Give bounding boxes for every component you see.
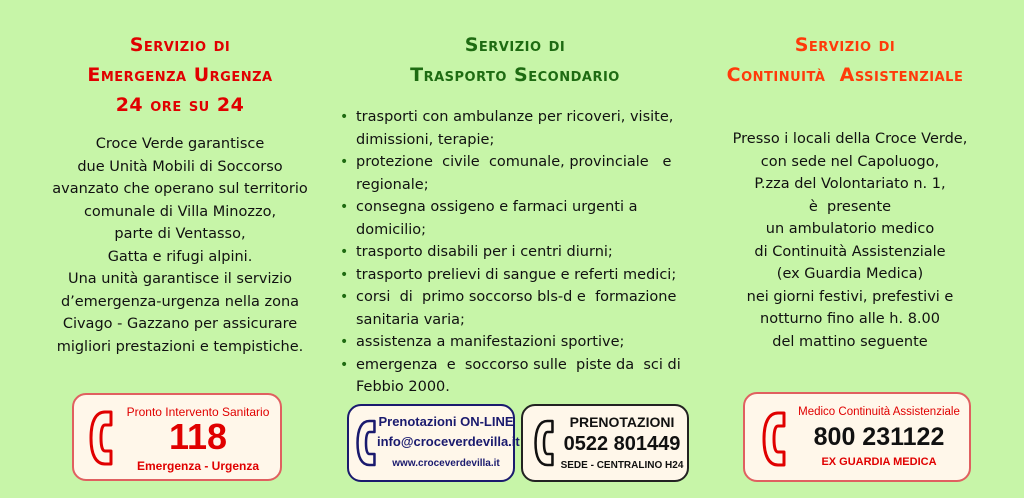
box-footer: EX GUARDIA MEDICA (821, 456, 937, 468)
phone-icon (88, 409, 114, 467)
booking-phone-number[interactable]: 0522 801449 (563, 433, 681, 455)
continuity-service-text (695, 128, 1005, 353)
text-line: due Unità Mobili di Soccorso (77, 158, 283, 175)
title-line: 24 ore su 24 (115, 94, 245, 116)
text-line: di Continuità Assistenziale (754, 243, 946, 260)
title-line: Servizio di (794, 34, 896, 56)
box-footer: Emergenza - Urgenza (136, 459, 260, 473)
text-line: avanzato che operano sul territorio (52, 181, 308, 197)
text-line: (ex Guardia Medica) (776, 266, 924, 282)
text-line: Presso i locali della Croce Verde, (732, 131, 968, 147)
text-line: con sede nel Capoluogo, (760, 153, 940, 170)
text-line: un ambulatorio medico (765, 221, 935, 237)
emergency-service-title (40, 30, 320, 120)
title-line: Servizio di (129, 34, 231, 56)
list-item: • protezione civile comunale, provinciale e regionale; (340, 151, 700, 196)
phone-icon (355, 418, 377, 468)
list-item: • emergenza e soccorso sulle piste da sci di Febbio 2000. (340, 354, 700, 399)
emergency-service-text (25, 133, 335, 358)
box-heading: Prenotazioni ON-LINE (378, 414, 514, 429)
text-line: nei giorni festivi, prefestivi e (746, 288, 954, 305)
box-heading: Medico Continuità Assistenziale (798, 406, 960, 418)
continuity-service-title (690, 30, 1000, 90)
box-footer: SEDE - CENTRALINO H24 (560, 460, 684, 471)
emergency-number[interactable]: 118 (168, 416, 228, 457)
text-line: Gatta e rifugi alpini. (107, 248, 253, 265)
title-line: Trasporto Secondario (410, 64, 620, 86)
list-item: • trasporti con ambulanze per ricoveri, visite, dimissioni, terapie; (340, 106, 700, 151)
online-booking-box[interactable] (347, 404, 520, 482)
text-line: è presente (808, 198, 892, 215)
text-line: comunale di Villa Minozzo, (83, 203, 277, 220)
medical-phone-number[interactable]: 800 231122 (813, 423, 945, 451)
list-item: • consegna ossigeno e farmaci urgenti a domicilio; (340, 196, 700, 241)
phone-icon (761, 410, 787, 468)
title-line: Continuità Assistenziale (726, 64, 964, 86)
text-line: migliori prestazioni e tempistiche. (56, 338, 304, 355)
text-line: notturno fino alle h. 8.00 (760, 311, 940, 327)
box-heading: Pronto Intervento Sanitario (126, 405, 270, 419)
title-line: Emergenza Urgenza (87, 64, 273, 86)
transport-service-list (340, 106, 700, 399)
list-item: • trasporto disabili per i centri diurni; (340, 241, 700, 264)
list-item: • assistenza a manifestazioni sportive; (340, 331, 700, 354)
emergency-118-box[interactable] (72, 393, 282, 481)
title-line: Servizio di (464, 34, 566, 56)
medical-continuity-box[interactable] (743, 392, 971, 482)
text-line: P.zza del Volontariato n. 1, (754, 176, 946, 192)
text-line: Una unità garantisce il servizio (67, 271, 292, 287)
website-link[interactable]: www.croceverdevilla.it (392, 458, 500, 469)
text-line: Civago - Gazzano per assicurare (62, 316, 298, 332)
list-item: • trasporto prelievi di sangue e referti medici; (340, 264, 700, 287)
list-item: • corsi di primo soccorso bls-d e formazione sanitaria varia; (340, 286, 700, 331)
text-line: del mattino seguente (772, 333, 928, 350)
text-line: parte di Ventasso, (114, 226, 246, 242)
text-line: Croce Verde garantisce (95, 136, 265, 152)
phone-booking-box[interactable] (521, 404, 689, 482)
email-link[interactable]: info@croceverdevilla.it (377, 434, 520, 449)
box-heading: PRENOTAZIONI (569, 414, 675, 430)
text-line: d’emergenza-urgenza nella zona (60, 293, 300, 310)
phone-icon (533, 418, 555, 468)
transport-service-title (360, 30, 670, 90)
